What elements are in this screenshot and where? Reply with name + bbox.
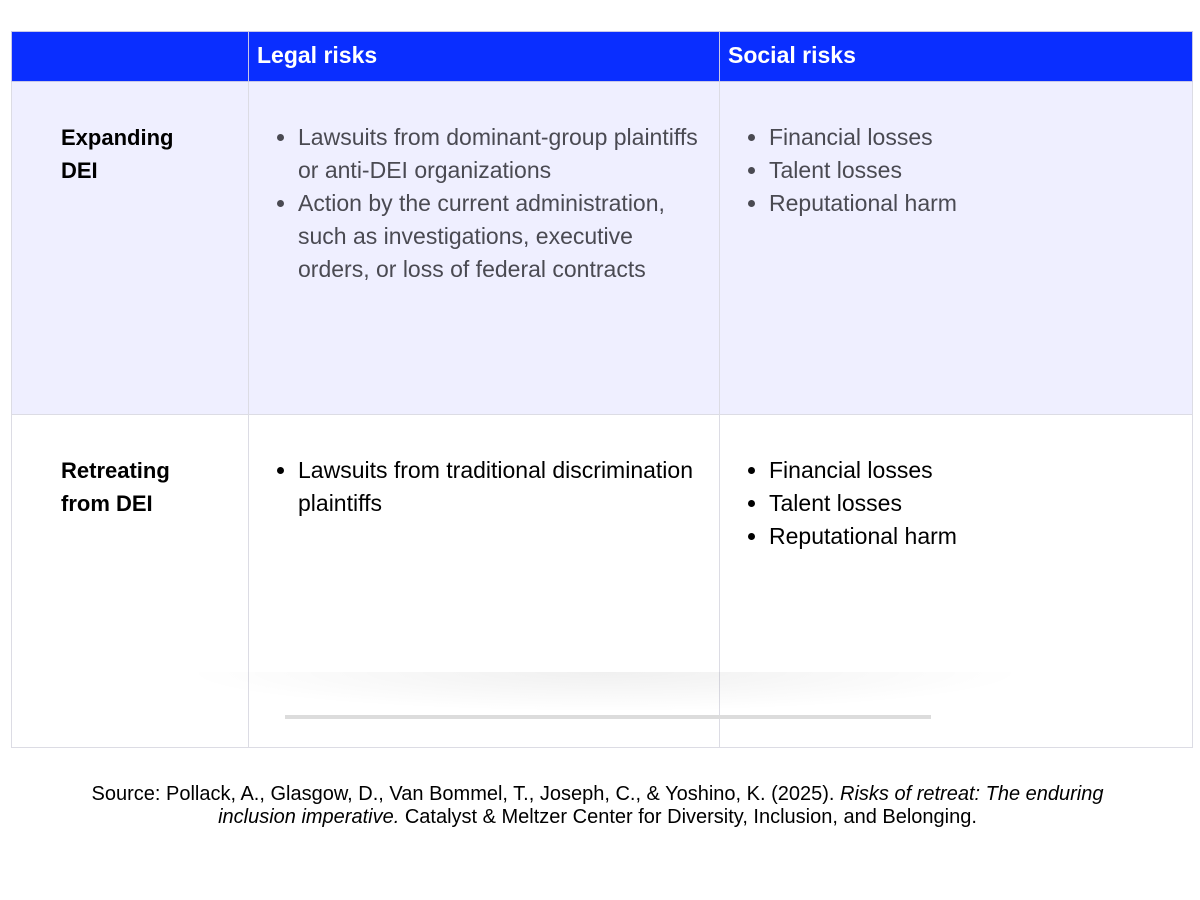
legal-risks-list [249,415,719,520]
divider [285,715,931,719]
list-item: • Action by the current administration, such as investigations, executive orders, or loss of federal contracts [298,187,699,286]
source-suffix: Catalyst & Meltzer Center for Diversity, Inclusion, and Belonging. [399,806,977,828]
list-item: • Reputational harm [769,520,1172,553]
list-item: • Financial losses [769,121,1172,154]
list-item: • Financial losses [769,454,1172,487]
social-risks-cell [720,82,1193,415]
table-row-expanding-dei [12,82,1193,415]
risk-matrix-table [11,31,1193,748]
row-label-cell [12,82,249,415]
list-item: • Lawsuits from dominant-group plaintiffs or anti-DEI organizations [298,121,699,187]
source-prefix: Source: Pollack, A., Glasgow, D., Van Bommel, T., Joseph, C., & Yoshino, K. (2025). [91,783,841,805]
source-title: Risks of retreat: The enduring inclusion imperative. [218,783,1104,828]
header-legal-risks: Legal risks [249,32,720,82]
legal-risks-list [249,82,719,286]
table-shadow [180,672,1030,712]
source-citation [60,783,1135,829]
list-item: • Talent losses [769,154,1172,187]
row-label: Expanding DEI [61,125,174,183]
social-risks-list [720,82,1192,220]
list-item: • Talent losses [769,487,1172,520]
row-label: Retreating from DEI [61,458,170,516]
table-header-row [12,32,1193,82]
social-risks-list [720,415,1192,553]
list-item: • Reputational harm [769,187,1172,220]
header-corner-cell [12,32,249,82]
list-item: • Lawsuits from traditional discrimination plaintiffs [298,454,699,520]
header-social-risks: Social risks [720,32,1193,82]
legal-risks-cell [249,82,720,415]
